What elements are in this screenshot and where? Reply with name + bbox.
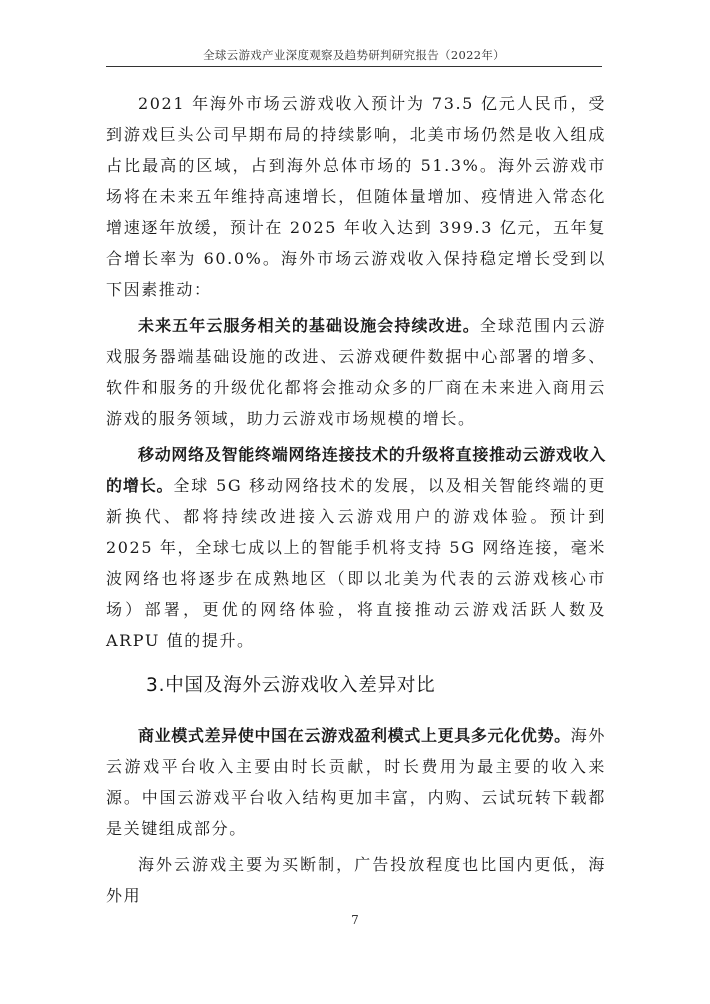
paragraph-network-lead: 移动网络及智能终端网络连接技术的升级将直接推动云游戏收入的增长。	[106, 445, 606, 495]
paragraph-buyout: 海外云游戏主要为买断制，广告投放程度也比国内更低，海外用	[106, 855, 606, 905]
paragraph-overseas-revenue: 2021 年海外市场云游戏收入预计为 73.5 亿元人民币，受到游戏巨头公司早期布局的持续影响，北美市场仍然是收入组成占比最高的区域，占到海外总体市场的 51.3%。海外云游戏市场将在未来五年维持高速增长，但随体量增加、疫情进入常态化增速逐年放缓，预计在 2025 年收入达到 399.3 亿元，五年复合增长率为 60.0%。海外市场云游戏收入保持稳定增长受到以下因素推动：	[106, 94, 606, 299]
header-rule	[106, 66, 602, 67]
paragraph-business-model	[106, 720, 606, 844]
paragraph-infrastructure-lead: 未来五年云服务相关的基础设施会持续改进。	[138, 316, 480, 335]
page-number: 7	[351, 913, 359, 927]
paragraph-business-model-text: 海外云游戏平台收入主要由时长贡献，时长费用为最主要的收入来源。中国云游戏平台收入结构更加丰富，内购、云试玩转下载都是关键组成部分。	[106, 726, 606, 838]
document-body	[106, 88, 606, 916]
paragraph-network-text: 全球 5G 移动网络技术的发展，以及相关智能终端的更新换代、都将持续改进接入云游戏用户的游戏体验。预计到 2025 年，全球七成以上的智能手机将支持 5G 网络连接，毫米波网络也将逐步在成熟地区（即以北美为代表的云游戏核心市场）部署，更优的网络体验，将直接推动云游戏活跃人数及 ARPU 值的提升。	[106, 476, 606, 650]
paragraph-infrastructure	[106, 310, 606, 434]
page-header: 全球云游戏产业深度观察及趋势研判研究报告（2022年）	[203, 48, 505, 62]
paragraph-network	[106, 439, 606, 656]
paragraph-business-model-lead: 商业模式差异使中国在云游戏盈利模式上更具多元化优势。	[138, 726, 571, 745]
paragraph-infrastructure-text: 全球范围内云游戏服务器端基础设施的改进、云游戏硬件数据中心部署的增多、软件和服务的升级优化都将会推动众多的厂商在未来进入商用云游戏的服务领域，助力云游戏市场规模的增长。	[106, 316, 606, 428]
section-heading: 3.中国及海外云游戏收入差异对比	[146, 675, 436, 696]
